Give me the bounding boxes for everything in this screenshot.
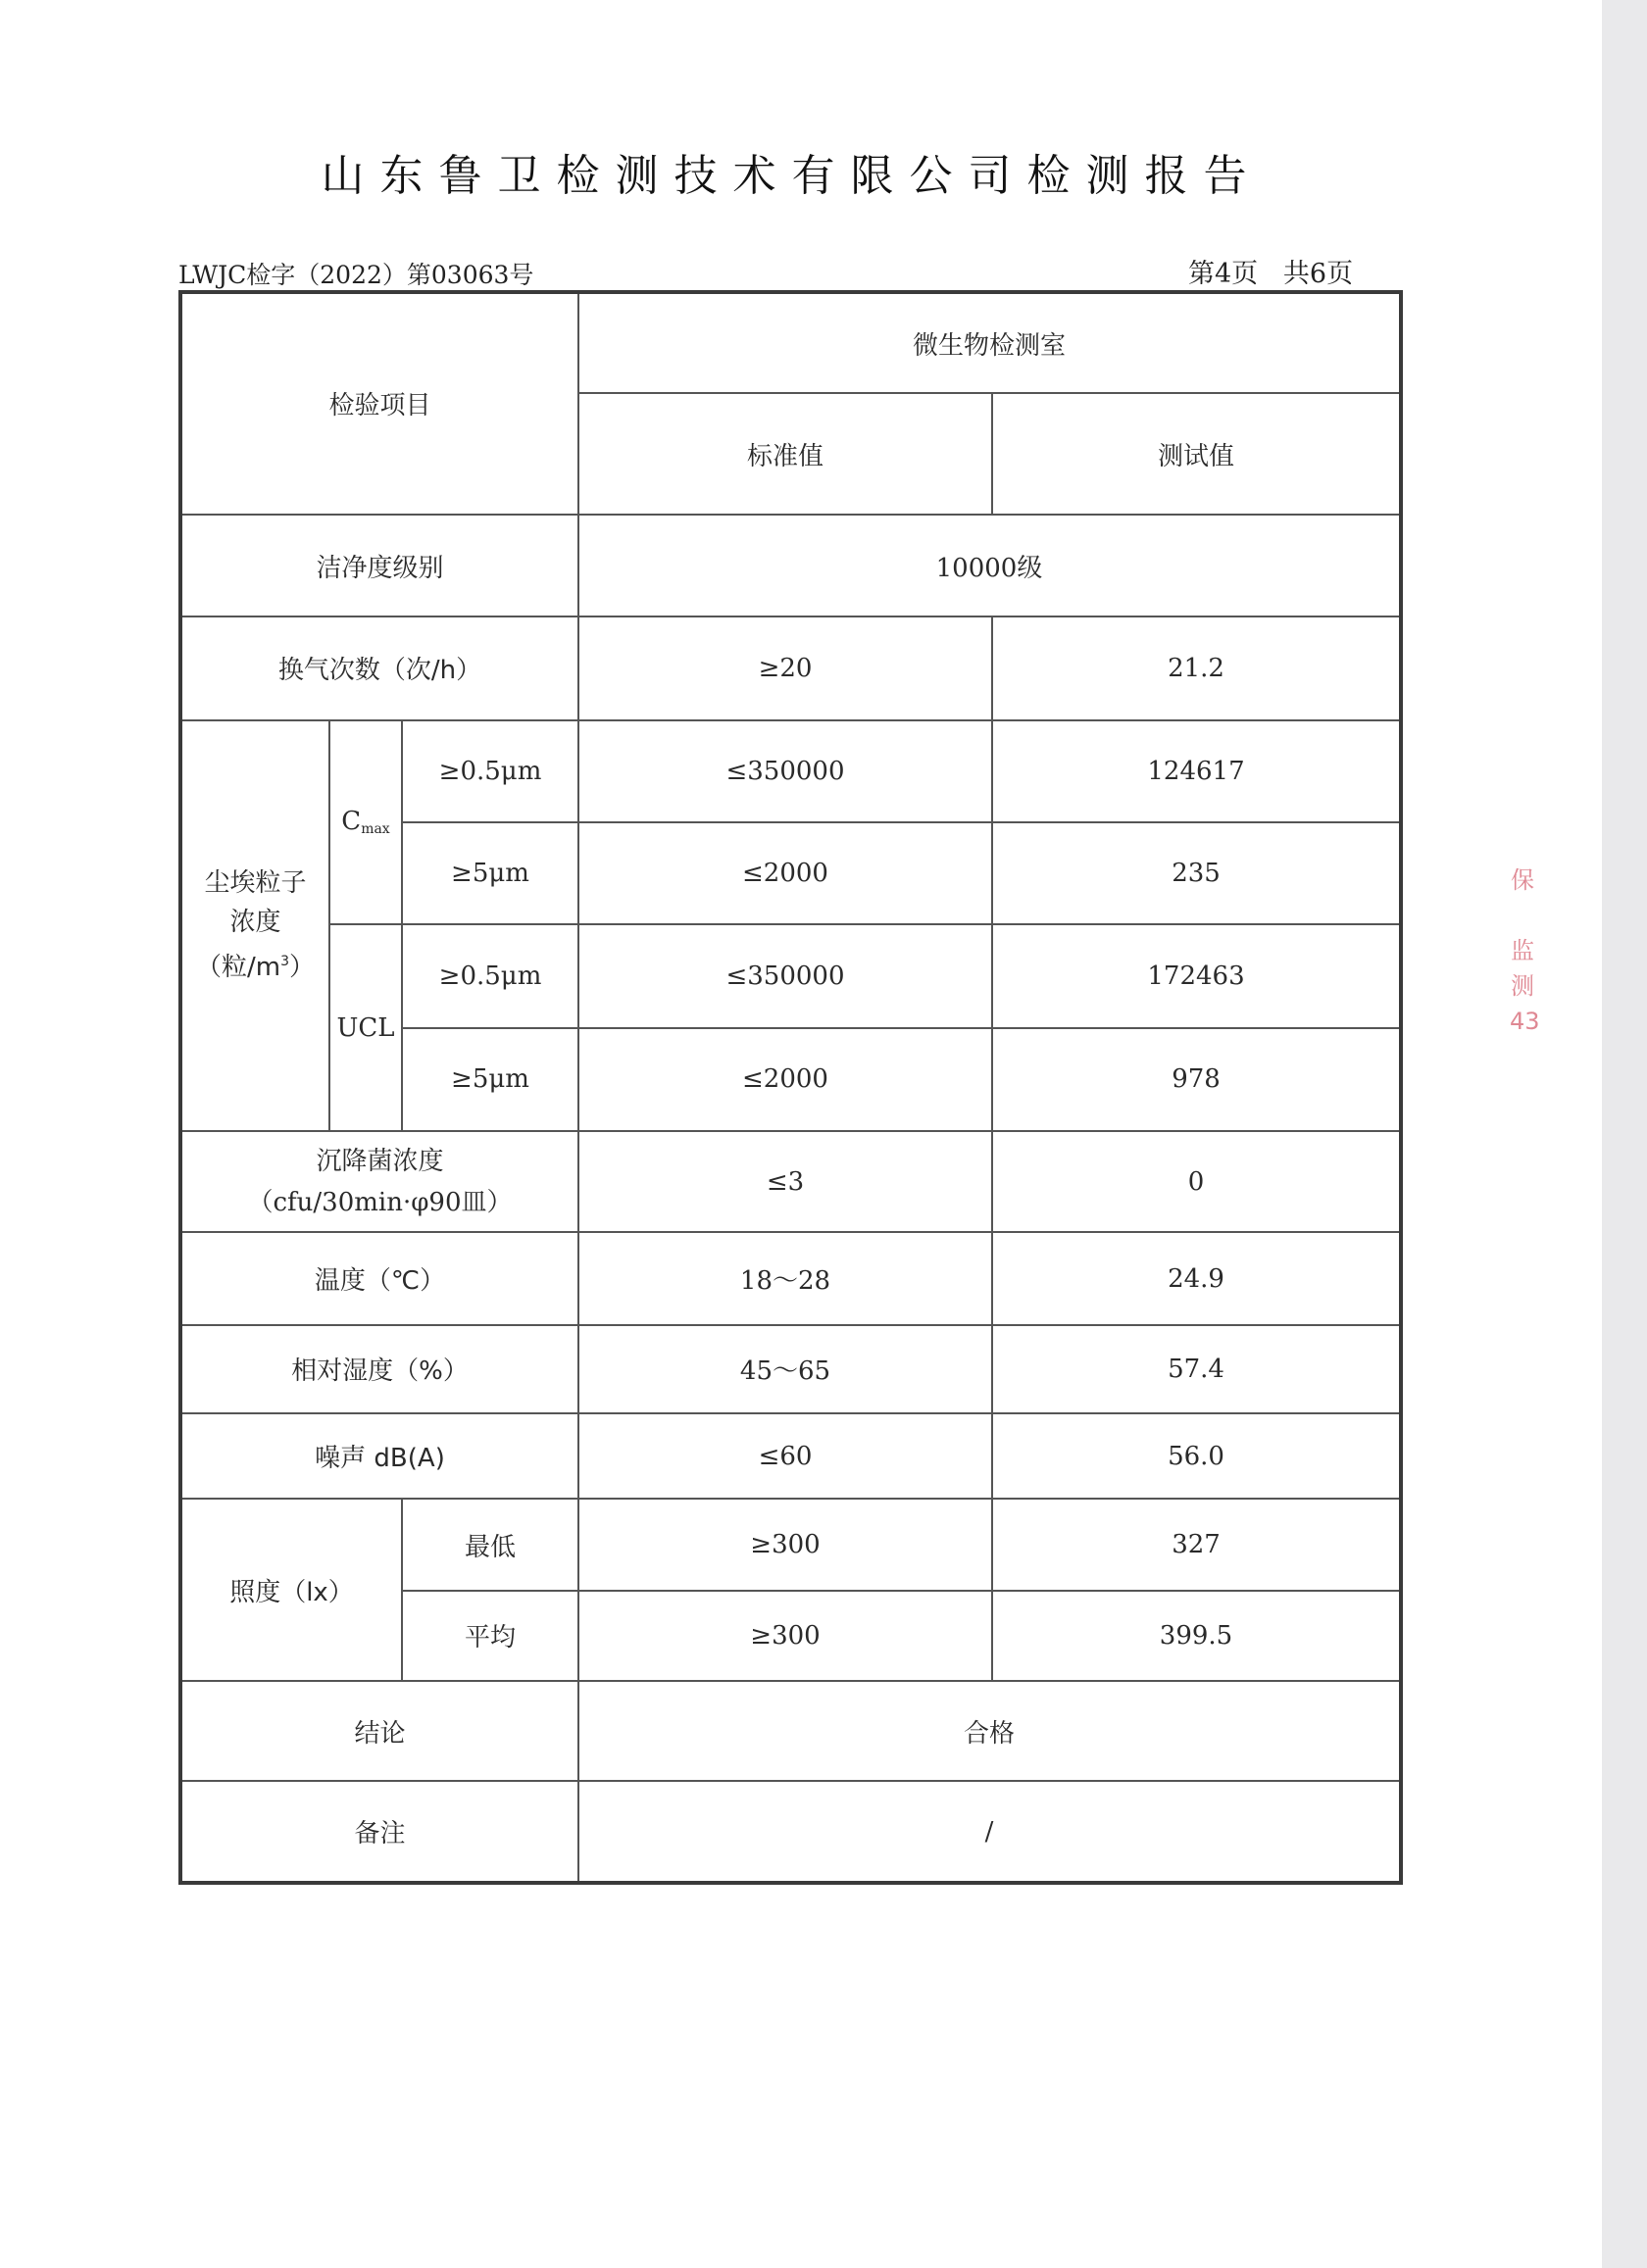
temperature-standard: 18～28 <box>578 1232 992 1324</box>
dust-size: ≥0.5μm <box>402 720 578 822</box>
dust-label-line2: 浓度 <box>229 908 281 938</box>
illuminance-label: 照度（lx） <box>180 1499 402 1681</box>
illuminance-test: 327 <box>992 1499 1401 1590</box>
conclusion-value: 合格 <box>578 1681 1401 1781</box>
item-header: 检验项目 <box>180 292 578 515</box>
air-change-label: 换气次数（次/h） <box>180 616 578 719</box>
dust-label <box>180 720 329 1132</box>
settling-label-line2: （cfu/30min·φ90皿） <box>247 1187 513 1217</box>
illuminance-sub: 最低 <box>402 1499 578 1590</box>
dust-size: ≥0.5μm <box>402 924 578 1027</box>
test-header: 测试值 <box>992 393 1401 514</box>
remarks-value: / <box>578 1781 1401 1883</box>
dust-test: 124617 <box>992 720 1401 822</box>
illuminance-sub: 平均 <box>402 1591 578 1681</box>
dust-test: 235 <box>992 822 1401 924</box>
dust-label-sup: 3 <box>280 954 289 970</box>
standard-header: 标准值 <box>578 393 992 514</box>
dust-standard: ≤2000 <box>578 1028 992 1131</box>
cmax-label <box>329 720 402 925</box>
illuminance-test: 399.5 <box>992 1591 1401 1681</box>
dust-size: ≥5μm <box>402 1028 578 1131</box>
humidity-label: 相对湿度（%） <box>180 1325 578 1413</box>
dust-test: 978 <box>992 1028 1401 1131</box>
dust-size: ≥5μm <box>402 822 578 924</box>
dust-test: 172463 <box>992 924 1401 1027</box>
temperature-label: 温度（℃） <box>180 1232 578 1324</box>
conclusion-label: 结论 <box>180 1681 578 1781</box>
noise-test: 56.0 <box>992 1413 1401 1499</box>
cmax-sub: max <box>361 821 390 838</box>
air-change-test: 21.2 <box>992 616 1401 719</box>
lab-header: 微生物检测室 <box>578 292 1401 393</box>
settling-standard: ≤3 <box>578 1131 992 1232</box>
noise-label: 噪声 dB(A) <box>180 1413 578 1499</box>
humidity-test: 57.4 <box>992 1325 1401 1413</box>
illuminance-standard: ≥300 <box>578 1499 992 1590</box>
dust-standard: ≤350000 <box>578 720 992 822</box>
page-info: 第4页 共6页 <box>1188 259 1354 289</box>
settling-label-line1: 沉降菌浓度 <box>316 1146 444 1176</box>
cleanliness-label: 洁净度级别 <box>180 515 578 616</box>
dust-label-end: ） <box>289 953 316 983</box>
report-number: LWJC检字（2022）第03063号 <box>178 261 534 289</box>
inspection-table <box>178 290 1403 1885</box>
scan-edge-strip <box>1602 0 1647 2268</box>
settling-test: 0 <box>992 1131 1401 1232</box>
cmax-main: C <box>341 807 362 837</box>
temperature-test: 24.9 <box>992 1232 1401 1324</box>
cleanliness-value: 10000级 <box>578 515 1401 616</box>
red-seal-stamp: 保 监 测 43 <box>1510 866 1540 1035</box>
dust-label-line1: 尘埃粒子 <box>204 868 307 899</box>
dust-standard: ≤350000 <box>578 924 992 1027</box>
noise-standard: ≤60 <box>578 1413 992 1499</box>
air-change-standard: ≥20 <box>578 616 992 719</box>
report-title: 山东鲁卫检测技术有限公司检测报告 <box>321 151 1263 201</box>
settling-label <box>180 1131 578 1232</box>
humidity-standard: 45～65 <box>578 1325 992 1413</box>
illuminance-standard: ≥300 <box>578 1591 992 1681</box>
dust-standard: ≤2000 <box>578 822 992 924</box>
dust-label-line3: （粒/m <box>195 953 281 983</box>
remarks-label: 备注 <box>180 1781 578 1883</box>
ucl-label: UCL <box>329 924 402 1131</box>
